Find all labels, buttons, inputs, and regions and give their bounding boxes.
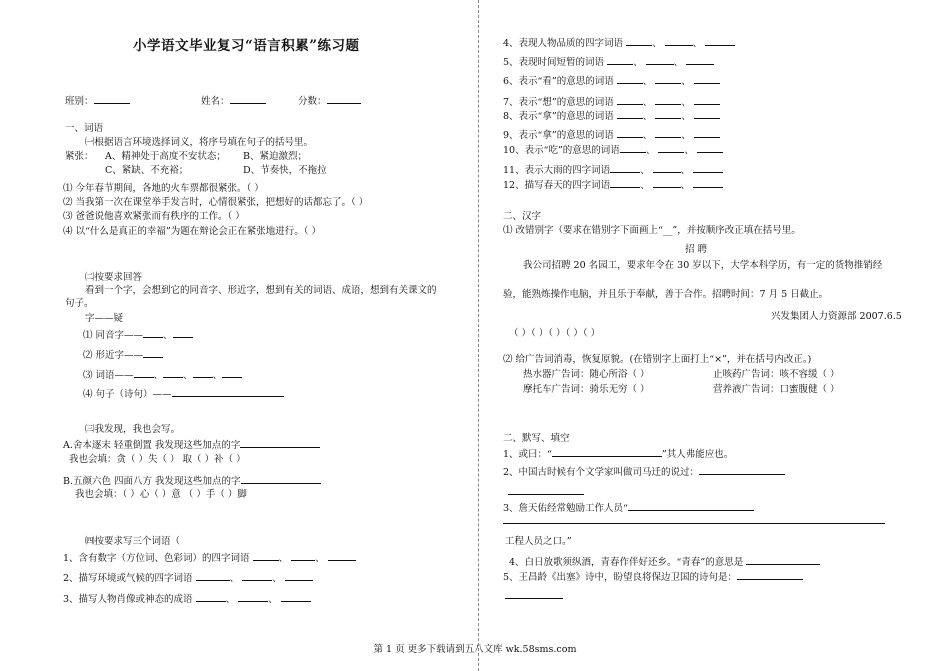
blank[interactable]	[653, 178, 681, 188]
option-a: A、精神处于高度不安状态；	[105, 151, 226, 162]
blank[interactable]	[193, 368, 213, 378]
fill-1-start: 1、或曰：“	[503, 449, 552, 460]
option-c: C、紧缺、不充裕；	[105, 165, 189, 176]
section1-heading: 一、词语	[65, 123, 104, 134]
class-label: 班别：	[65, 96, 94, 107]
item-9: 9、表示“拿”的意思的词语	[503, 130, 614, 141]
name-field[interactable]	[230, 94, 266, 104]
blank[interactable]	[196, 571, 230, 581]
blank[interactable]	[628, 501, 754, 511]
blank[interactable]	[646, 55, 674, 65]
blank[interactable]	[693, 178, 723, 188]
question-4: ⑷ 以“什么是真正的幸福”为题在辩论会正在紧张地进行。（ ）	[63, 226, 322, 237]
blank[interactable]	[694, 109, 720, 119]
section2-heading: 二、汉字	[503, 211, 542, 222]
ad-water-heater: 热水器广告词：随心所浴（ ）	[523, 369, 650, 380]
blank[interactable]	[240, 438, 320, 448]
notice-title: 招 聘	[685, 244, 708, 255]
blank[interactable]	[328, 551, 356, 561]
notice-line-1: 我公司招聘 20 名园工，要求年令在 30 岁以下，大学本科学历，有一定的货物推销经	[523, 260, 883, 271]
fill-1-end: ”其人弗能应也。	[661, 449, 734, 460]
blank[interactable]	[552, 447, 662, 457]
fill-5: 5、王昌龄《出塞》诗中，盼望良将保边卫国的诗句是：	[503, 572, 738, 583]
option-b: B、紧迫激烈；	[243, 151, 307, 162]
blank[interactable]	[655, 109, 681, 119]
part2-text-line2: 句子。	[65, 298, 94, 309]
right-column: 4、表现人物品质的四字词语 、 、 5、表现时间短暂的词语 、 、 6、表示“看”的意思的词语 、 、 7、表示“想”的意思的词语 、 、 8、表示“拿”的意思的词语 、 、 9、表示“拿”的意思的词语 、 、 10、表示“吃”的意思的词语 、 、 11、表示大雨的四字词语 、 、 12、描写春天的四字词语 、 、 二、汉字 ⑴ 改错别字（要求在错别字下面画上“__”，并按顺序改正填在括号里。 招 聘 我公司招聘 20 名园工，要求年令在 30 岁以下，大学本科学历，有一定的货物推销经 验，能熟炼操作电脑，并且乐于奉献，善于合作。招聘时间：7 月 5 日截止。 兴发集团人力资源部 2007.6.5 （ ）（ ）（ ）（ ）（ ） ⑵ 给广告词消毒，恢复原貌。(在错别字上面打上“×”，并在括号内改正。) 热水器广告词：随心所浴（ ） 止咳药广告词：咳不容缓（ ） 摩托车广告词：骑乐无穷（ ） 营养液广告词：口蜜腹健（ ） 二、默写、填空 1、或曰：“ ”其人弗能应也。 2、中国古时候有个文学家叫做司马迁的说过： 3、詹天佑经常勉励工作人员“ 工程人员之口。” 4、白日放歌须纵酒，青春作伴好还乡。“青春”的意思是 5、王昌龄《出塞》诗中，盼望良将保边卫国的诗句是：	[503, 0, 893, 671]
blank[interactable]	[699, 465, 785, 475]
blank[interactable]	[617, 74, 643, 84]
blank[interactable]	[653, 163, 681, 173]
blank[interactable]	[173, 328, 193, 338]
typo-instruction: ⑴ 改错别字（要求在错别字下面画上“__”，并按顺序改正填在括号里。	[503, 225, 801, 236]
blank[interactable]	[222, 368, 242, 378]
page-footer: 第 1 页 更多下载请到五八文库 wk.58sms.com	[373, 644, 577, 655]
blank[interactable]	[172, 387, 284, 397]
blank[interactable]	[196, 592, 226, 602]
blank[interactable]	[746, 555, 820, 565]
question-3: ⑶ 爸爸说他喜欢紧张而有秩序的工作。（ ）	[63, 211, 245, 222]
fold-line	[478, 0, 479, 671]
blank[interactable]	[607, 55, 633, 65]
fill-3-tail: 工程人员之口。”	[505, 536, 572, 547]
blank[interactable]	[610, 178, 640, 188]
item-10: 10、表示“吃”的意思的词语	[503, 145, 620, 156]
option-d: D、节奏快，不拖拉	[243, 165, 327, 176]
word-label: 紧张：	[65, 151, 94, 162]
part2-word: 字——疑	[85, 313, 124, 324]
score-label: 分数：	[298, 96, 327, 107]
blank[interactable]	[285, 571, 313, 581]
blank[interactable]	[143, 348, 163, 358]
class-field[interactable]	[94, 94, 130, 104]
blank[interactable]	[610, 163, 640, 173]
blank[interactable]	[686, 55, 714, 65]
blank[interactable]	[694, 128, 720, 138]
ad-nutrition: 营养液广告词：口蜜腹健（ ）	[713, 384, 840, 395]
fill-5-continuation-line[interactable]	[505, 598, 563, 599]
part1-instruction: ㈠根据语言环境选择词义，将序号填在句子的括号里。	[85, 137, 314, 148]
blank[interactable]	[694, 74, 720, 84]
words-label: ⑶ 词语——	[83, 370, 134, 381]
blank[interactable]	[697, 143, 723, 153]
fill-2-continuation-line[interactable]	[508, 494, 584, 495]
question-1: ⑴ 今年春节期间，各地的火车票都很紧张。（ ）	[63, 183, 264, 194]
part3-instruction: ㈢我发现，我也会写。	[85, 424, 181, 435]
item-5: 5、表现时间短暂的词语	[503, 57, 605, 68]
part4-instruction: ㈣按要求写三个词语（	[85, 536, 181, 547]
blank[interactable]	[253, 551, 279, 561]
blank[interactable]	[658, 143, 684, 153]
fill-2: 2、中国古时候有个文学家叫做司马迁的说过：	[503, 467, 700, 478]
blank[interactable]	[242, 571, 272, 581]
blank[interactable]	[134, 368, 154, 378]
ad-cough-medicine: 止咳药广告词：咳不容缓（ ）	[713, 369, 840, 380]
question-2: ⑵ 当我第一次在课堂举手发言时，心情很紧张，把想好的话都忘了。（ ）	[63, 197, 369, 208]
fill-3: 3、詹天佑经常勉励工作人员“	[503, 503, 628, 514]
notice-line-2: 验，能熟炼操作电脑，并且乐于奉献，善于合作。招聘时间：7 月 5 日截止。	[503, 289, 829, 300]
homophone-label: ⑴ 同音字——	[83, 330, 144, 341]
item-11: 11、表示大雨的四字词语	[503, 165, 611, 176]
item-8: 8、表示“拿”的意思的词语	[503, 111, 614, 122]
blank[interactable]	[617, 95, 643, 105]
item-6: 6、表示“看”的意思的词语	[503, 76, 614, 87]
score-field[interactable]	[327, 94, 361, 104]
blank[interactable]	[705, 36, 735, 46]
part3-b-fill: 我也会填：（ ）心（ ）意 （ ）手（ ）脚	[75, 489, 247, 500]
part2-instruction: ㈡按要求回答	[85, 272, 143, 283]
blank[interactable]	[238, 592, 268, 602]
part3-b: B.五颜六色 四面八方 我发现这些加点的字	[63, 476, 241, 487]
notice-signature: 兴发集团人力资源部 2007.6.5	[771, 311, 902, 322]
ad-motorcycle: 摩托车广告词：骑乐无穷（ ）	[523, 384, 650, 395]
blank[interactable]	[665, 36, 693, 46]
blank[interactable]	[655, 95, 681, 105]
part2-text-line1: 看到一个字，会想到它的同音字、形近字，想到有关的词语、成语，想到有关课文的	[85, 285, 437, 296]
ad-instruction: ⑵ 给广告词消毒，恢复原貌。(在错别字上面打上“×”，并在括号内改正。)	[503, 354, 812, 365]
similar-char-label: ⑵ 形近字——	[83, 350, 144, 361]
blank[interactable]	[617, 128, 643, 138]
blank[interactable]	[693, 163, 723, 173]
blank[interactable]	[143, 328, 163, 338]
blank[interactable]	[694, 95, 720, 105]
name-label: 姓名：	[201, 96, 230, 107]
blank[interactable]	[617, 109, 643, 119]
part4-item-3: 3、描写人物肖像或神态的成语	[63, 594, 193, 605]
page-title: 小学语文毕业复习“语言积累”练习题	[133, 38, 360, 54]
part3-a-fill: 我也会填：贪（ ）失（ ） 取（ ）补（ ）	[69, 454, 246, 465]
blank[interactable]	[655, 74, 681, 84]
blank[interactable]	[655, 128, 681, 138]
part4-item-2: 2、描写环境或气候的四字词语	[63, 573, 193, 584]
item-12: 12、描写春天的四字词语	[503, 180, 611, 191]
blank[interactable]	[291, 551, 315, 561]
blank[interactable]	[626, 36, 652, 46]
blank[interactable]	[737, 570, 803, 580]
blank[interactable]	[163, 368, 183, 378]
fill-4: 4、白日放歌须纵酒，青春作伴好还乡。“青春”的意思是	[509, 557, 744, 568]
part4-item-1: 1、含有数字（方位词、色彩词）的四字词语	[63, 553, 250, 564]
part3-a: A.舍本逐末 轻重倒置 我发现这些加点的字	[63, 440, 241, 451]
blank[interactable]	[281, 592, 311, 602]
fill-3-long-line[interactable]	[503, 523, 885, 524]
blank[interactable]	[620, 143, 646, 153]
sentence-label: ⑷ 句子（诗句）——	[83, 389, 172, 400]
section3-heading: 二、默写、填空	[503, 433, 570, 444]
item-7: 7、表示“想”的意思的词语	[503, 97, 614, 108]
blank[interactable]	[241, 474, 321, 484]
answer-brackets[interactable]: （ ）（ ）（ ）（ ）（ ）	[509, 328, 601, 339]
left-column: 小学语文毕业复习“语言积累”练习题 班别： 姓名： 分数： 一、词语 ㈠根据语言环境选择词义，将序号填在句子的括号里。 紧张： A、精神处于高度不安状态； B、紧迫激烈； C、紧缺、不充裕； D、节奏快，不拖拉 ⑴ 今年春节期间，各地的火车票都很紧张。（ ） ⑵ 当我第一次在课堂举手发言时，心情很紧张，把想好的话都忘了。（ ） ⑶ 爸爸说他喜欢紧张而有秩序的工作。（ ） ⑷ 以“什么是真正的幸福”为题在辩论会正在紧张地进行。（ ） ㈡按要求回答 看到一个字，会想到它的同音字、形近字，想到有关的词语、成语，想到有关课文的 句子。 字——疑 ⑴ 同音字—— 、 ⑵ 形近字—— ⑶ 词语—— 、 、 、 ⑷ 句子（诗句）—— ㈢我发现，我也会写。 A.舍本逐末 轻重倒置 我发现这些加点的字 我也会填：贪（ ）失（ ） 取（ ）补（ ） B.五颜六色 四面八方 我发现这些加点的字 我也会填：（ ）心（ ）意 （ ）手（ ）脚 ㈣按要求写三个词语（ 1、含有数字（方位词、色彩词）的四字词语 、 、 2、描写环境或气候的四字词语 、 、 3、描写人物肖像或神态的成语 、 、	[63, 38, 437, 605]
item-4: 4、表现人物品质的四字词语	[503, 38, 624, 49]
